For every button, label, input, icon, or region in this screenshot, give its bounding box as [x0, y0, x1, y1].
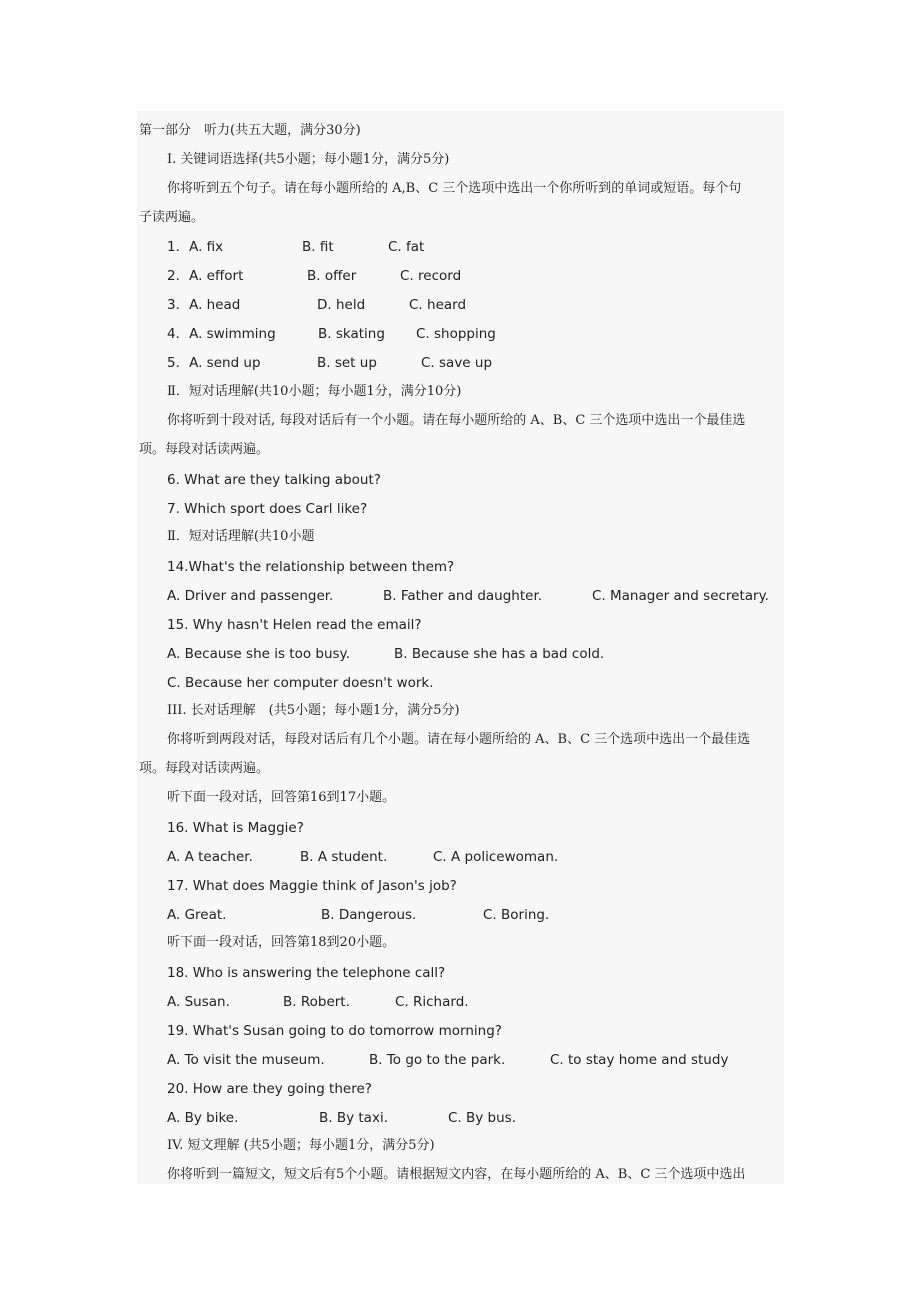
part-header: 第一部分 听力(共五大题，满分30分)	[139, 123, 361, 138]
section-3-title: III. 长对话理解 (共5小题；每小题1分，满分5分)	[167, 703, 460, 718]
q17-option-b: B. Dangerous.	[321, 907, 417, 923]
q3-option-c: C. heard	[409, 297, 467, 313]
q20-option-b: B. By taxi.	[319, 1110, 388, 1126]
question-18: 18. Who is answering the telephone call?	[167, 965, 446, 981]
q17-option-a: A. Great.	[167, 907, 227, 923]
question-16: 16. What is Maggie?	[167, 820, 304, 836]
q18-option-b: B. Robert.	[283, 994, 350, 1010]
question-7: 7. Which sport does Carl like?	[167, 501, 368, 517]
q17-option-c: C. Boring.	[483, 907, 550, 923]
section-4-intro: 你将听到一篇短文，短文后有5个小题。请根据短文内容，在每小题所给的 A、B、C 三个选项中选出	[167, 1167, 746, 1182]
q14-option-c: C. Manager and secretary.	[592, 588, 769, 604]
q5-option-c: C. save up	[421, 355, 493, 371]
section-1-title: I. 关键词语选择(共5小题；每小题1分，满分5分)	[167, 152, 450, 167]
section-2-title: Ⅱ．短对话理解(共10小题；每小题1分，满分10分)	[167, 384, 462, 399]
question-15: 15. Why hasn't Helen read the email?	[167, 617, 422, 633]
section-2-intro-cont: 项。每段对话读两遍。	[139, 442, 270, 457]
q15-option-a: A. Because she is too busy.	[167, 646, 350, 662]
q3-option-b: D. held	[317, 297, 366, 313]
section-2-title-repeat: Ⅱ．短对话理解(共10小题	[167, 529, 315, 544]
question-19: 19. What's Susan going to do tomorrow morning?	[167, 1023, 502, 1039]
question-20: 20. How are they going there?	[167, 1081, 372, 1097]
q15-option-b: B. Because she has a bad cold.	[394, 646, 605, 662]
q15-option-c: C. Because her computer doesn't work.	[167, 675, 434, 691]
section-3-intro: 你将听到两段对话，每段对话后有几个小题。请在每小题所给的 A、B、C 三个选项中选出一个最佳选	[167, 732, 751, 747]
q19-option-b: B. To go to the park.	[369, 1052, 506, 1068]
q5-option-a: 5．A. send up	[167, 355, 261, 371]
q1-option-c: C. fat	[388, 239, 425, 255]
section-2-intro: 你将听到十段对话, 每段对话后有一个小题。请在每小题所给的 A、B、C 三个选项中选出一个最佳选	[167, 413, 746, 428]
section-1-intro: 你将听到五个句子。请在每小题所给的 A,B、C 三个选项中选出一个你所听到的单词或短语。每个句	[167, 181, 742, 196]
question-14: 14.What's the relationship between them?	[167, 559, 455, 575]
q14-option-b: B. Father and daughter.	[383, 588, 543, 604]
q2-option-a: 2．A. effort	[167, 268, 244, 284]
q16-option-b: B. A student.	[300, 849, 388, 865]
q1-option-b: B. fit	[302, 239, 334, 255]
q4-option-b: B. skating	[318, 326, 385, 342]
q1-option-a: 1．A. fix	[167, 239, 224, 255]
q5-option-b: B. set up	[317, 355, 377, 371]
q16-option-c: C. A policewoman.	[433, 849, 559, 865]
q4-option-c: C. shopping	[416, 326, 496, 342]
q18-option-a: A. Susan.	[167, 994, 230, 1010]
q20-option-c: C. By bus.	[448, 1110, 517, 1126]
listen-instruction-1: 听下面一段对话，回答第16到17小题。	[167, 790, 396, 805]
q18-option-c: C. Richard.	[395, 994, 469, 1010]
q19-option-a: A. To visit the museum.	[167, 1052, 325, 1068]
question-17: 17. What does Maggie think of Jason's job?	[167, 878, 457, 894]
q3-option-a: 3．A. head	[167, 297, 241, 313]
q19-option-c: C. to stay home and study	[550, 1052, 729, 1068]
q2-option-b: B. offer	[307, 268, 357, 284]
q20-option-a: A. By bike.	[167, 1110, 239, 1126]
q4-option-a: 4．A. swimming	[167, 326, 276, 342]
q16-option-a: A. A teacher.	[167, 849, 253, 865]
section-1-intro-cont: 子读两遍。	[139, 210, 205, 225]
section-4-title: IV. 短文理解 (共5小题；每小题1分，满分5分)	[167, 1138, 435, 1153]
q14-option-a: A. Driver and passenger.	[167, 588, 334, 604]
section-3-intro-cont: 项。每段对话读两遍。	[139, 761, 270, 776]
question-6: 6. What are they talking about?	[167, 472, 381, 488]
q2-option-c: C. record	[400, 268, 462, 284]
listen-instruction-2: 听下面一段对话，回答第18到20小题。	[167, 935, 396, 950]
